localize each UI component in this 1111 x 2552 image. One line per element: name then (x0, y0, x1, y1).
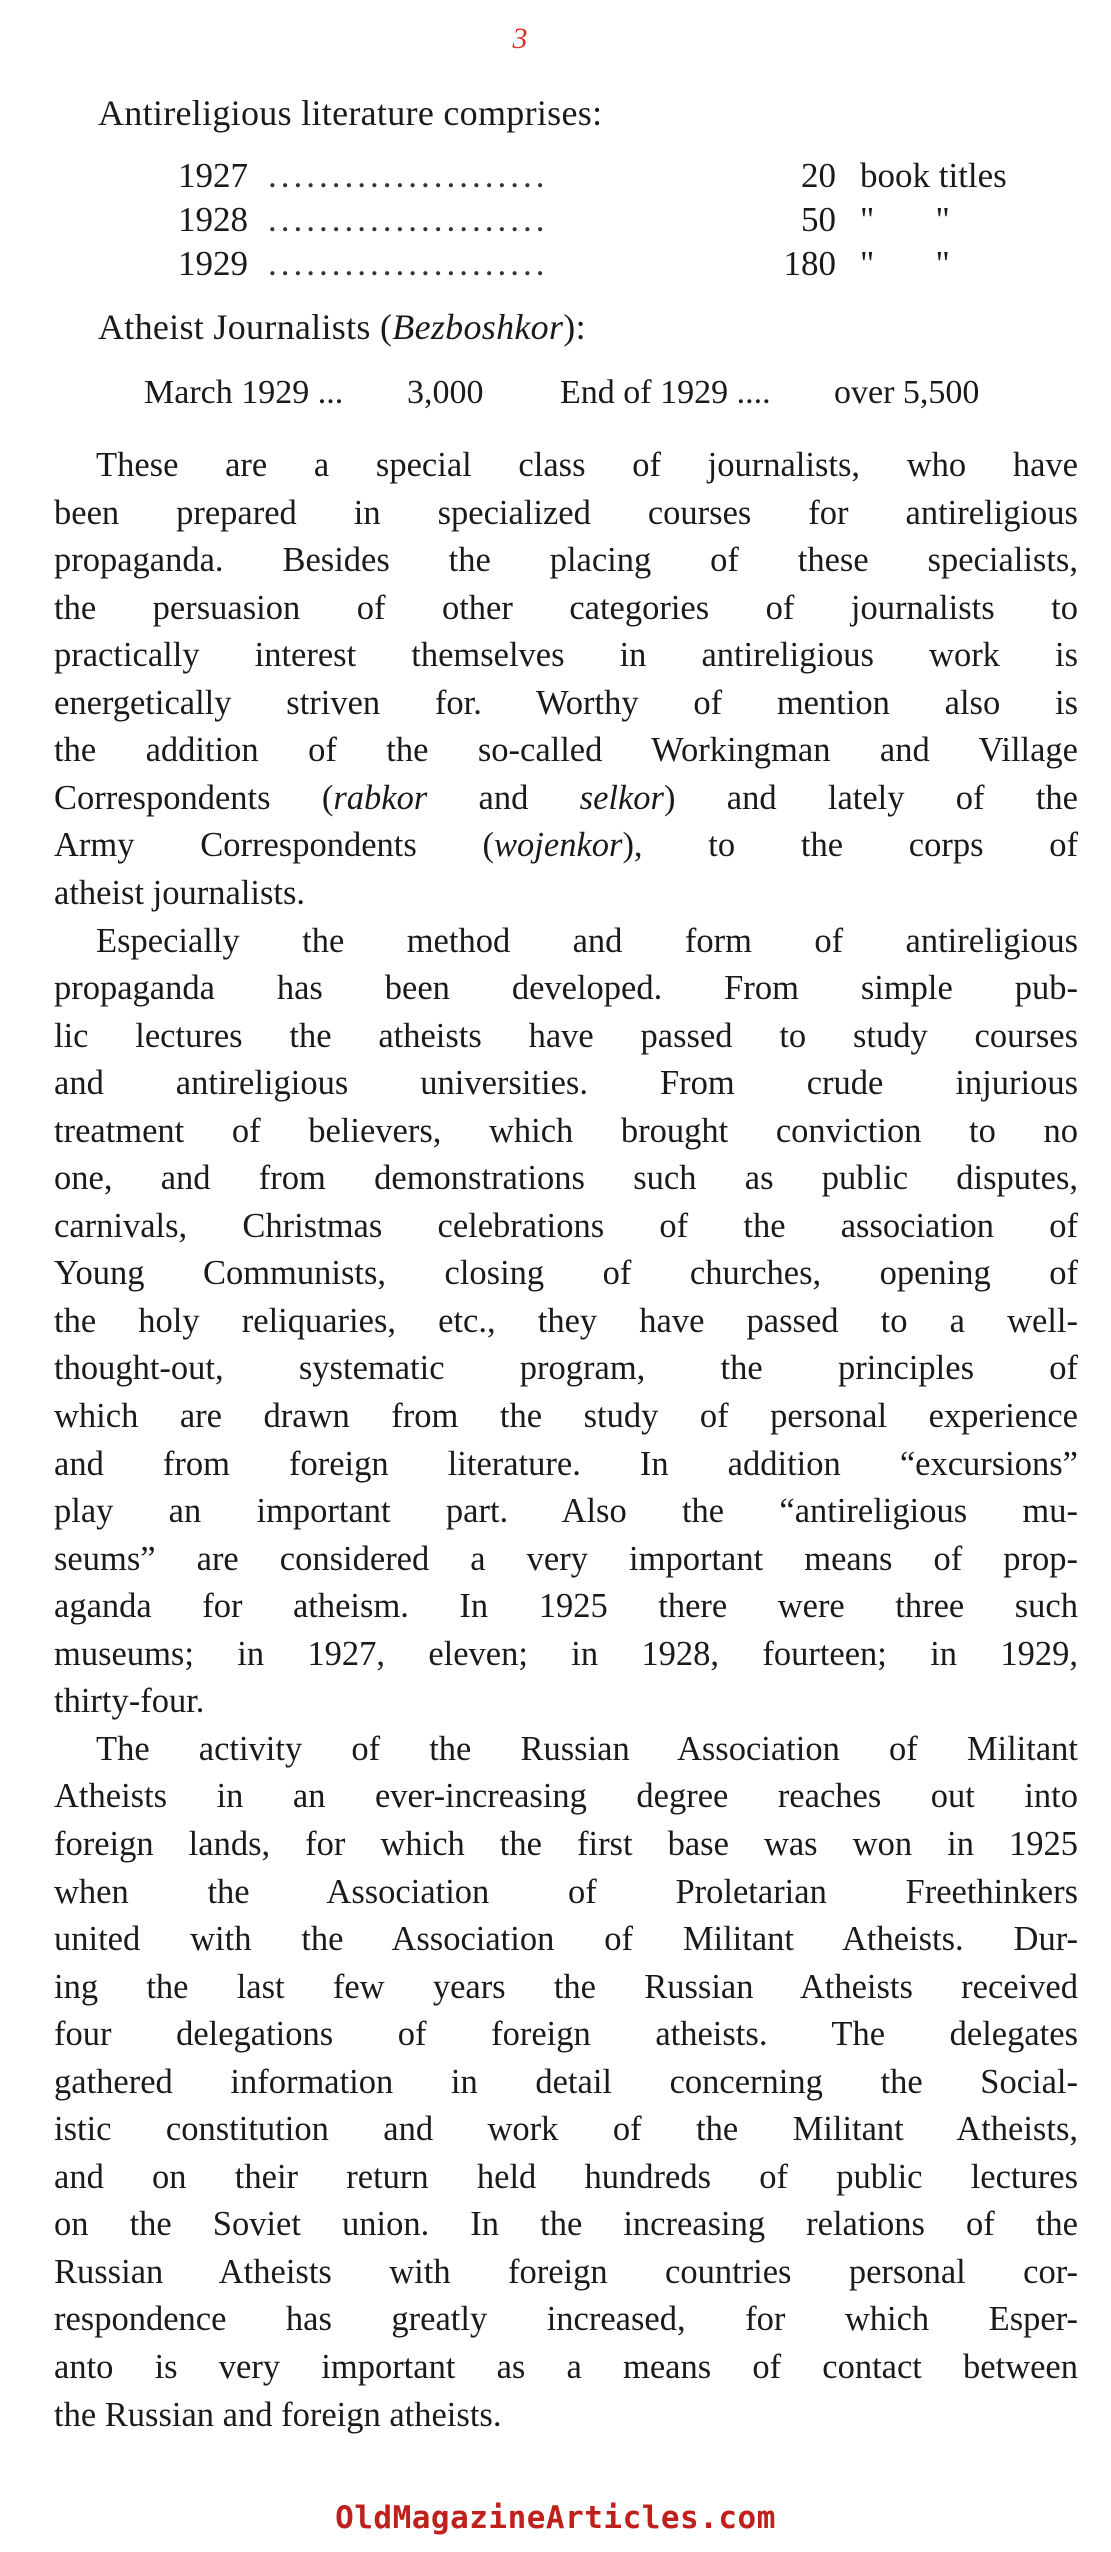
body-text-run: and (427, 778, 580, 817)
body-line (54, 2294, 1078, 2344)
body-line (54, 1201, 1078, 1251)
body-line (54, 1629, 1078, 1679)
body-text-run: These are a special class of journalists, who have (96, 446, 1078, 484)
body-text-run: the persuasion of other categories of journalists to (54, 588, 1078, 627)
unit-cell: book titles (860, 156, 1007, 195)
body-text-run: treatment of believers, which brought conviction to no (54, 1111, 1078, 1150)
body-line (54, 1581, 1078, 1631)
body-text-run: play an important part. Also the “antireligious mu- (54, 1492, 1078, 1531)
body-line (54, 2342, 1078, 2392)
body-text-run: Young Communists, closing of churches, opening of (54, 1254, 1078, 1293)
body-line (54, 535, 1078, 585)
body-text-run: Army Correspondents ( (54, 826, 495, 865)
body-text-run: been prepared in specialized courses for antireligious (54, 493, 1078, 532)
body-text-run: respondence has greatly increased, for which Esper- (54, 2300, 1078, 2339)
body-line (54, 2057, 1078, 2107)
dot-leader: ...................... (268, 156, 549, 195)
body-line (96, 916, 1078, 966)
body-text-run: energetically striven for. Worthy of mention also is (54, 683, 1078, 722)
march-label: March 1929 ... (144, 374, 344, 411)
body-text-run: atheist journalists. (54, 874, 306, 912)
body-line (54, 1486, 1078, 1536)
body-line (54, 1106, 1078, 1156)
body-line (54, 2247, 1078, 2297)
journalists-heading (98, 306, 586, 348)
count-cell: 20 (801, 156, 836, 195)
body-line (54, 1439, 1078, 1489)
footer-watermark: OldMagazineArticles.com (335, 2500, 776, 2536)
journalists-heading-term: Bezboshkor (392, 307, 564, 347)
body-text-run: anto is very important as a means of contact between (54, 2348, 1078, 2386)
body-text-run: lic lectures the atheists have passed to study courses (54, 1016, 1078, 1055)
body-line (54, 488, 1078, 538)
body-text-run: and on their return held hundreds of public lectures (54, 2157, 1078, 2196)
body-line (54, 725, 1078, 775)
body-text-run: four delegations of foreign atheists. The delegates (54, 2015, 1078, 2054)
unit-cell: " " (860, 244, 950, 283)
body-line (54, 583, 1078, 633)
body-text-run: Especially the method and form of antireligious (96, 921, 1078, 960)
body-text-run: propaganda. Besides the placing of these specialists, (54, 541, 1078, 580)
body-text-run: istic constitution and work of the Militant Atheists, (54, 2110, 1078, 2149)
body-line (54, 1914, 1078, 1964)
journalists-heading-prefix: Atheist Journalists ( (98, 307, 393, 347)
literature-row (178, 200, 1008, 244)
body-line (54, 2009, 1078, 2059)
body-text-run: museums; in 1927, eleven; in 1928, fourteen; in 1929, (54, 1634, 1078, 1673)
italic-term: selkor (579, 778, 664, 817)
body-text-run: ing the last few years the Russian Atheists received (54, 1967, 1078, 2006)
body-text-run: one, and from demonstrations such as public disputes, (54, 1159, 1078, 1198)
body-line (54, 2199, 1078, 2249)
year-cell: 1928 (178, 200, 248, 239)
body-text-run: Correspondents ( (54, 778, 334, 817)
body-line (54, 1343, 1078, 1393)
body-text-run: propaganda has been developed. From simple pub- (54, 969, 1078, 1007)
body-line (96, 440, 1078, 490)
body-text-run: ) and lately of the (664, 778, 1078, 817)
literature-heading: Antireligious literature comprises: (98, 93, 603, 133)
body-text-run: foreign lands, for which the first base was won in 1925 (54, 1824, 1078, 1863)
body-line (54, 2390, 1078, 2440)
body-line (54, 1248, 1078, 1298)
body-line (54, 773, 1078, 823)
body-line (54, 1153, 1078, 1203)
italic-term: wojenkor (494, 826, 623, 865)
literature-row (178, 156, 1008, 200)
dot-leader: ...................... (268, 200, 549, 239)
literature-row (178, 244, 1008, 288)
body-text-run: the Russian and foreign atheists. (54, 2395, 502, 2434)
body-line (54, 1011, 1078, 1061)
end-label: End of 1929 .... (560, 374, 771, 411)
body-line (54, 963, 1078, 1013)
body-line (54, 1391, 1078, 1441)
march-value: 3,000 (407, 374, 484, 411)
body-text-run: Atheists in an ever-increasing degree reaches out into (54, 1777, 1078, 1816)
unit-cell: " " (860, 200, 950, 239)
count-cell: 180 (783, 244, 836, 283)
body-line (54, 1819, 1078, 1869)
body-text-run: thought-out, systematic program, the principles of (54, 1349, 1078, 1388)
body-text-run: practically interest themselves in antireligious work is (54, 636, 1078, 675)
end-value: over 5,500 (834, 374, 980, 411)
body-line (54, 1534, 1078, 1584)
body-line (54, 630, 1078, 680)
body-line (54, 1296, 1078, 1346)
body-line (54, 1676, 1078, 1726)
body-line (54, 868, 1078, 918)
body-line (54, 820, 1078, 870)
dot-leader: ...................... (268, 244, 549, 283)
count-cell: 50 (801, 200, 836, 239)
body-line (54, 1771, 1078, 1821)
year-cell: 1927 (178, 156, 248, 195)
body-text-run: Russian Atheists with foreign countries personal cor- (54, 2252, 1078, 2291)
body-text-run: gathered information in detail concerning the Social- (54, 2062, 1078, 2101)
page-number: 3 (512, 22, 528, 55)
journalists-heading-suffix: ): (563, 307, 586, 347)
body-text-run: thirty-four. (54, 1682, 205, 1721)
body-text-run: united with the Association of Militant Atheists. Dur- (54, 1920, 1078, 1958)
body-line (96, 1724, 1078, 1774)
body-text-run: aganda for atheism. In 1925 there were three such (54, 1587, 1078, 1626)
body-text-run: on the Soviet union. In the increasing relations of the (54, 2205, 1078, 2244)
body-text-run: seums” are considered a very important means of prop- (54, 1539, 1078, 1578)
body-text-run: The activity of the Russian Association of Militant (96, 1729, 1078, 1768)
italic-term: rabkor (333, 778, 428, 817)
body-line (54, 1867, 1078, 1917)
body-line (54, 678, 1078, 728)
body-line (54, 1962, 1078, 2012)
body-text-run: when the Association of Proletarian Freethinkers (54, 1872, 1078, 1911)
body-line (54, 1058, 1078, 1108)
body-line (54, 2104, 1078, 2154)
body-text-run: carnivals, Christmas celebrations of the association of (54, 1206, 1078, 1245)
body-text-run: and antireligious universities. From crude injurious (54, 1064, 1078, 1103)
body-text-run: the addition of the so-called Workingman and Village (54, 731, 1078, 770)
body-line (54, 2152, 1078, 2202)
year-cell: 1929 (178, 244, 248, 283)
body-text-run: and from foreign literature. In addition “excursions” (54, 1444, 1078, 1483)
body-text-run: the holy reliquaries, etc., they have passed to a well- (54, 1301, 1078, 1340)
body-text-run: ), to the corps of (622, 826, 1078, 865)
body-text-run: which are drawn from the study of personal experience (54, 1397, 1078, 1435)
